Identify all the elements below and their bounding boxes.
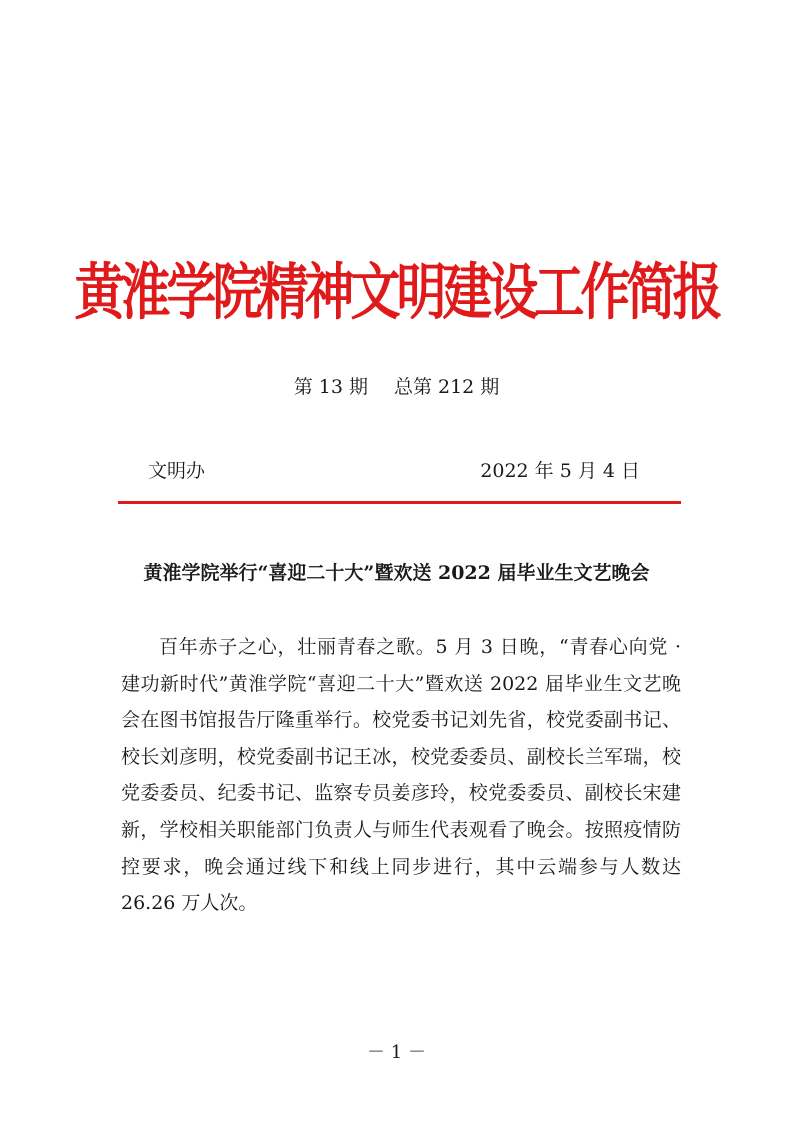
page-number: － 1 － <box>367 1042 426 1063</box>
issue-date: 2022 年 5 月 4 日 <box>480 460 640 482</box>
article-headline: 黄淮学院举行“喜迎二十大”暨欢送 2022 届毕业生文艺晚会 <box>143 562 650 584</box>
issue-number: 第 13 期 <box>293 376 368 398</box>
issuing-office: 文明办 <box>148 460 206 482</box>
issue-total: 总第 212 期 <box>393 376 500 398</box>
issue-line <box>0 378 793 397</box>
masthead-title: 黄淮学院精神文明建设工作简报 <box>74 257 719 328</box>
header-divider <box>118 501 681 504</box>
article-paragraph: 百年赤子之心，壮丽青春之歌。5 月 3 日晚，“青春心向党 · 建功新时代”黄淮学院“喜迎二十大”暨欢送 2022 届毕业生文艺晚会在图书馆报告厅隆重举行。校党委书记刘先省，校党委副书记、校长刘彦明，校党委副书记王冰，校党委委员、副校长兰军瑞，校党委委员、纪委书记、监察专员姜彦玲，校党委委员、副校长宋建新，学校相关职能部门负责人与师生代表观看了晚会。按照疫情防控要求，晚会通过线下和线上同步进行，其中云端参与人数达 26.26 万人次。 <box>121 636 681 915</box>
